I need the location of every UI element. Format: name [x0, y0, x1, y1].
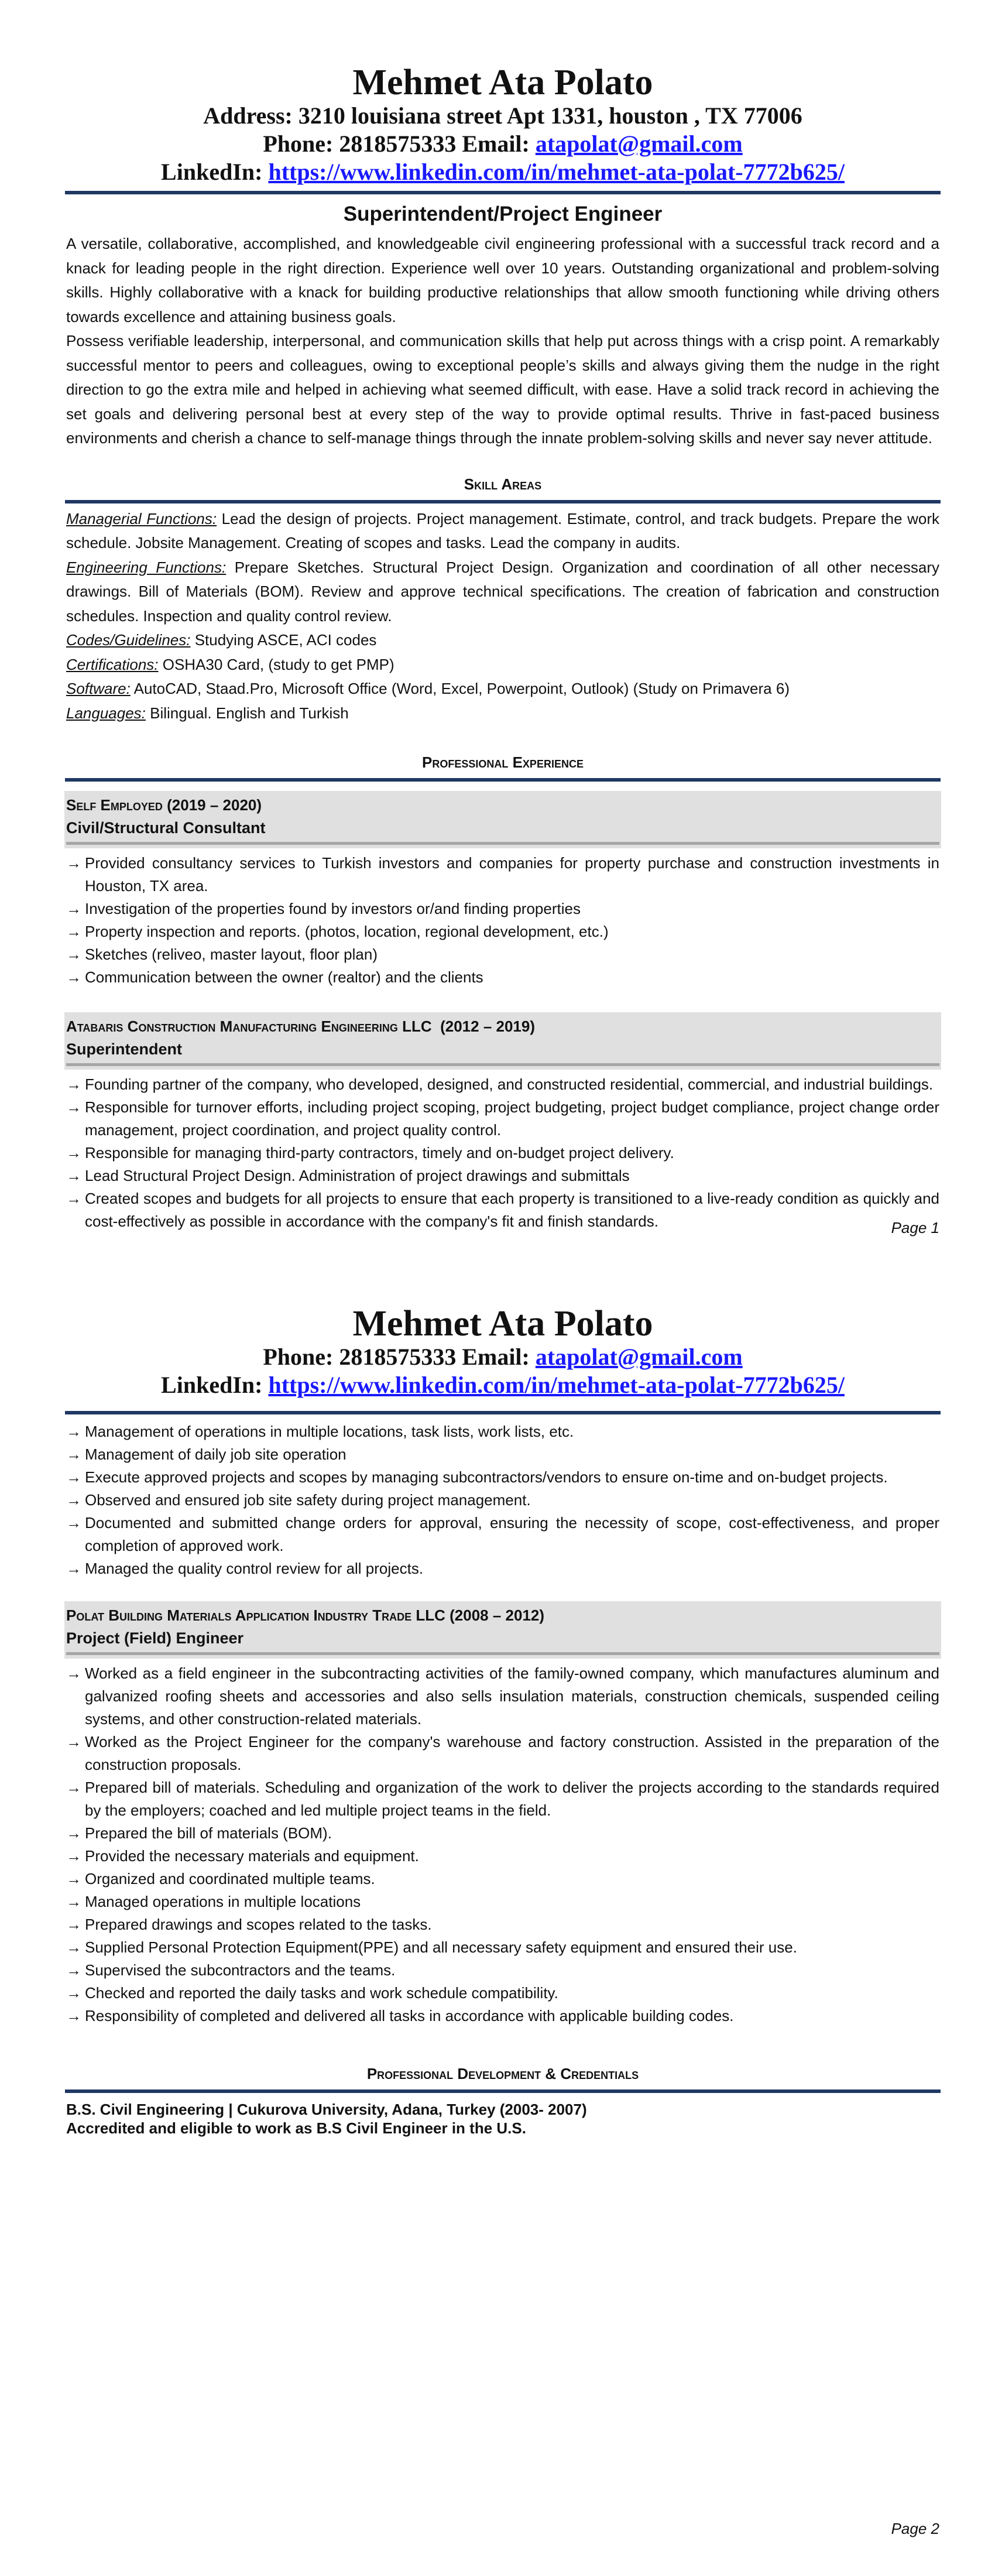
- address: Address: 3210 louisiana street Apt 1331, houston , TX 77006: [203, 102, 802, 129]
- arrow-icon: →: [66, 1916, 81, 1933]
- experience-divider: [65, 778, 941, 782]
- linkedin-link[interactable]: https://www.linkedin.com/in/mehmet-ata-polat-7772b625/: [268, 1372, 845, 1398]
- skill-text: Studying ASCE, ACI codes: [190, 631, 377, 649]
- list-item: [66, 943, 939, 966]
- bullet-text: Founding partner of the company, who developed, designed, and constructed residential, commercial, and industrial buildings.: [85, 1075, 934, 1093]
- linkedin-label: LinkedIn:: [161, 1372, 269, 1398]
- arrow-icon: →: [66, 1938, 81, 1956]
- skills-divider: [65, 500, 941, 503]
- job-role: Civil/Structural Consultant: [66, 819, 266, 837]
- bullet-text: Organized and coordinated multiple teams.: [85, 1870, 375, 1888]
- skill-label: Managerial Functions:: [66, 509, 217, 527]
- skill-engineering: [66, 556, 939, 629]
- resume-header: [66, 1304, 939, 1399]
- skill-text: OSHA30 Card, (study to get PMP): [158, 655, 394, 673]
- bullet-text: Provided the necessary materials and equipment.: [85, 1847, 419, 1865]
- bullet-text: Prepared drawings and scopes related to the tasks.: [85, 1916, 432, 1933]
- job-dates: (2019 – 2020): [162, 796, 262, 814]
- skill-languages: [66, 701, 939, 726]
- candidate-name: Mehmet Ata Polato: [352, 63, 653, 102]
- bullet-text: Sketches (reliveo, master layout, floor plan): [85, 946, 378, 963]
- job-role: Superintendent: [66, 1040, 183, 1058]
- bullet-text: Supervised the subcontractors and the teams.: [85, 1961, 396, 1979]
- list-item: [66, 2005, 939, 2027]
- bullet-text: Lead Structural Project Design. Administration of project drawings and submittals: [85, 1167, 630, 1184]
- bullet-text: Prepared the bill of materials (BOM).: [85, 1824, 332, 1842]
- arrow-icon: →: [66, 1144, 81, 1162]
- linkedin-line: [66, 158, 939, 186]
- education-accreditation: Accredited and eligible to work as B.S Civil Engineer in the U.S.: [66, 2119, 526, 2137]
- company-line: [66, 793, 939, 817]
- list-item: [66, 898, 939, 920]
- arrow-icon: →: [66, 1514, 81, 1532]
- arrow-icon: →: [66, 1824, 81, 1842]
- bullet-text: Investigation of the properties found by investors or/and finding properties: [85, 900, 581, 917]
- company-line: [66, 1604, 939, 1627]
- bullet-text: Management of operations in multiple locations, task lists, work lists, etc.: [85, 1423, 574, 1440]
- list-item: [66, 1489, 939, 1512]
- arrow-icon: →: [66, 1423, 81, 1440]
- bullet-text: Management of daily job site operation: [85, 1445, 346, 1463]
- job-dates: (2012 – 2019): [431, 1018, 536, 1035]
- arrow-icon: →: [66, 1870, 81, 1888]
- bullet-text: Responsibility of completed and delivered all tasks in accordance with applicable building codes.: [85, 2007, 734, 2025]
- list-item: [66, 1512, 939, 1557]
- list-item: [66, 1420, 939, 1443]
- page-number: Page 2: [891, 2520, 939, 2537]
- list-item: [66, 1913, 939, 1936]
- arrow-icon: →: [66, 1468, 81, 1486]
- arrow-icon: →: [66, 1098, 81, 1116]
- job-dates: (2008 – 2012): [445, 1606, 545, 1624]
- list-item: [66, 1731, 939, 1776]
- candidate-name: Mehmet Ata Polato: [352, 1304, 653, 1344]
- education-divider: [65, 2089, 941, 2093]
- bullet-text: Worked as a field engineer in the subcontracting activities of the family-owned company, which manufactures aluminum and galvanized roofing sheets and accessories and also sells insulation materials, construction chemicals, suspended ceiling systems, and other construction-related materials.: [85, 1664, 939, 1728]
- bullet-text: Managed the quality control review for all projects.: [85, 1560, 424, 1577]
- bullet-text: Responsible for turnover efforts, including project scoping, project budgeting, project budget compliance, project change order management, project coordination, and project quality control.: [85, 1098, 939, 1139]
- skill-label: Languages:: [66, 704, 146, 722]
- skill-text: AutoCAD, Staad.Pro, Microsoft Office (Word, Excel, Powerpoint, Outlook) (Study on Primavera 6): [130, 680, 790, 697]
- header-divider: [65, 1411, 941, 1414]
- arrow-icon: →: [66, 968, 81, 986]
- arrow-icon: →: [66, 2007, 81, 2025]
- experience-heading: Professional Experience: [422, 753, 584, 771]
- arrow-icon: →: [66, 1779, 81, 1796]
- company-line: [66, 1015, 939, 1038]
- list-item: [66, 1557, 939, 1580]
- page-1-content: [66, 63, 939, 1233]
- list-item: [66, 1982, 939, 2005]
- phone-label: Phone: 2818575333 Email:: [263, 1344, 536, 1370]
- bullet-text: Responsible for managing third-party contractors, timely and on-budget project delivery.: [85, 1144, 674, 1162]
- bullet-text: Prepared bill of materials. Scheduling and organization of the work to deliver the projects according to the standards required by the employers; coached and led multiple project teams in the field.: [85, 1779, 939, 1819]
- job-bullets: [66, 1073, 939, 1233]
- email-link[interactable]: atapolat@gmail.com: [535, 131, 743, 157]
- skill-certifications: [66, 653, 939, 677]
- skill-text: Bilingual. English and Turkish: [145, 704, 349, 722]
- list-item: [66, 920, 939, 943]
- page-2-content: [66, 1304, 939, 2137]
- list-item: [66, 1073, 939, 1096]
- arrow-icon: →: [66, 923, 81, 940]
- arrow-icon: →: [66, 900, 81, 917]
- arrow-icon: →: [66, 1847, 81, 1865]
- job-header-polat: [64, 1601, 941, 1659]
- arrow-icon: →: [66, 1733, 81, 1751]
- page-number: Page 1: [891, 1219, 939, 1236]
- arrow-icon: →: [66, 1961, 81, 1979]
- bullet-text: Managed operations in multiple locations: [85, 1893, 361, 1910]
- bullet-text: Supplied Personal Protection Equipment(PPE) and all necessary safety equipment and ensured their use.: [85, 1938, 797, 1956]
- phone-label: Phone: 2818575333 Email:: [263, 131, 536, 157]
- job-bullets-continued: [66, 1420, 939, 1580]
- skill-label: Codes/Guidelines:: [66, 631, 191, 649]
- job-role: Project (Field) Engineer: [66, 1629, 244, 1647]
- list-item: [66, 852, 939, 898]
- list-item: [66, 1142, 939, 1164]
- arrow-icon: →: [66, 854, 81, 872]
- page-2: [0, 1288, 995, 2576]
- summary-paragraph: A versatile, collaborative, accomplished, and knowledgeable civil engineering professional with a successful track record and a knack for leading people in the right direction. Experience well over 10 years. Outstanding organizational and problem-solving skills. Highly collaborative with a knack for building productive relationships that allow smooth functioning while driving others towards excellence and attaining business goals.: [66, 235, 939, 326]
- skill-codes: [66, 628, 939, 653]
- arrow-icon: →: [66, 1664, 81, 1682]
- list-item: [66, 1466, 939, 1489]
- email-link[interactable]: atapolat@gmail.com: [535, 1344, 743, 1370]
- job-title: Superintendent/Project Engineer: [343, 203, 663, 225]
- skill-text: Lead the design of projects. Project management. Estimate, control, and track budgets. Prepare the work schedule. Jobsite Management. Creating of scopes and tasks. Lead the company in audits.: [66, 509, 939, 551]
- arrow-icon: →: [66, 946, 81, 963]
- company-name: Self Employed: [66, 796, 163, 814]
- list-item: [66, 1776, 939, 1822]
- list-item: [66, 1662, 939, 1731]
- list-item: [66, 1187, 939, 1233]
- job-bullets: [66, 852, 939, 989]
- arrow-icon: →: [66, 1075, 81, 1093]
- skill-text: Prepare Sketches. Structural Project Design. Organization and coordination of all other necessary drawings. Bill of Materials (BOM). Review and approve technical specifications. The creation of fabrication and construction schedules. Inspection and quality control review.: [66, 558, 939, 625]
- linkedin-link[interactable]: https://www.linkedin.com/in/mehmet-ata-polat-7772b625/: [268, 159, 845, 185]
- list-item: [66, 1822, 939, 1845]
- skill-label: Engineering Functions:: [66, 558, 227, 576]
- education-heading: Professional Development & Credentials: [366, 2065, 639, 2082]
- summary-paragraph: Possess verifiable leadership, interpersonal, and communication skills that help put across things with a crisp point. A remarkably successful mentor to peers and colleagues, owing to exceptional people’s skills and always giving them the nudge in the right direction to go the extra mile and helped in achieving what seemed difficult, with ease. Have a solid track record in achieving the set goals and delivering personal best at every step of the way to provide optimal results. Thrive in fast-paced business environments and cherish a chance to self-manage things through the innate problem-solving skills and never say never attitude.: [66, 332, 939, 447]
- arrow-icon: →: [66, 1893, 81, 1910]
- linkedin-label: LinkedIn:: [161, 159, 269, 185]
- job-header-atabaris: [64, 1012, 941, 1070]
- header-divider: [65, 191, 941, 194]
- arrow-icon: →: [66, 1167, 81, 1184]
- arrow-icon: →: [66, 1491, 81, 1509]
- list-item: [66, 1164, 939, 1187]
- list-item: [66, 1443, 939, 1466]
- contact-line: [66, 1343, 939, 1371]
- resume-header: [66, 63, 939, 186]
- bullet-text: Execute approved projects and scopes by managing subcontractors/vendors to ensure on-time and on-budget projects.: [85, 1468, 888, 1486]
- bullet-text: Communication between the owner (realtor) and the clients: [85, 968, 483, 986]
- contact-line: [66, 130, 939, 158]
- bullet-text: Observed and ensured job site safety during project management.: [85, 1491, 531, 1509]
- education-degree: B.S. Civil Engineering | Cukurova University, Adana, Turkey (2003- 2007): [66, 2101, 587, 2118]
- list-item: [66, 1890, 939, 1913]
- arrow-icon: →: [66, 1190, 81, 1207]
- arrow-icon: →: [66, 1560, 81, 1577]
- bullet-text: Created scopes and budgets for all projects to ensure that each property is transitioned to a live-ready condition as quickly and cost-effectively as possible in accordance with the company's fit and finish standards.: [85, 1190, 939, 1230]
- skill-software: [66, 677, 939, 701]
- company-name: Atabaris Construction Manufacturing Engineering LLC: [66, 1018, 432, 1035]
- linkedin-line: [66, 1371, 939, 1399]
- list-item: [66, 1868, 939, 1890]
- skill-label: Software:: [66, 680, 131, 697]
- bullet-text: Property inspection and reports. (photos, location, regional development, etc.): [85, 923, 609, 940]
- bullet-text: Worked as the Project Engineer for the company's warehouse and factory construction. Assisted in the preparation of the construction proposals.: [85, 1733, 939, 1773]
- job-header-self-employed: [64, 791, 941, 848]
- list-item: [66, 1959, 939, 1982]
- skill-managerial: [66, 507, 939, 556]
- skills-heading: Skill Areas: [464, 475, 542, 493]
- job-bullets: [66, 1662, 939, 2027]
- bullet-text: Provided consultancy services to Turkish investors and companies for property purchase and construction investments in Houston, TX area.: [85, 854, 939, 895]
- arrow-icon: →: [66, 1445, 81, 1463]
- arrow-icon: →: [66, 1984, 81, 2002]
- bullet-text: Checked and reported the daily tasks and work schedule compatibility.: [85, 1984, 558, 2002]
- list-item: [66, 966, 939, 989]
- skill-label: Certifications:: [66, 655, 159, 673]
- bullet-text: Documented and submitted change orders for approval, ensuring the necessity of scope, cost-effectiveness, and proper completion of approved work.: [85, 1514, 939, 1554]
- company-name: Polat Building Materials Application Industry Trade LLC: [66, 1606, 445, 1624]
- list-item: [66, 1845, 939, 1868]
- list-item: [66, 1936, 939, 1959]
- list-item: [66, 1096, 939, 1142]
